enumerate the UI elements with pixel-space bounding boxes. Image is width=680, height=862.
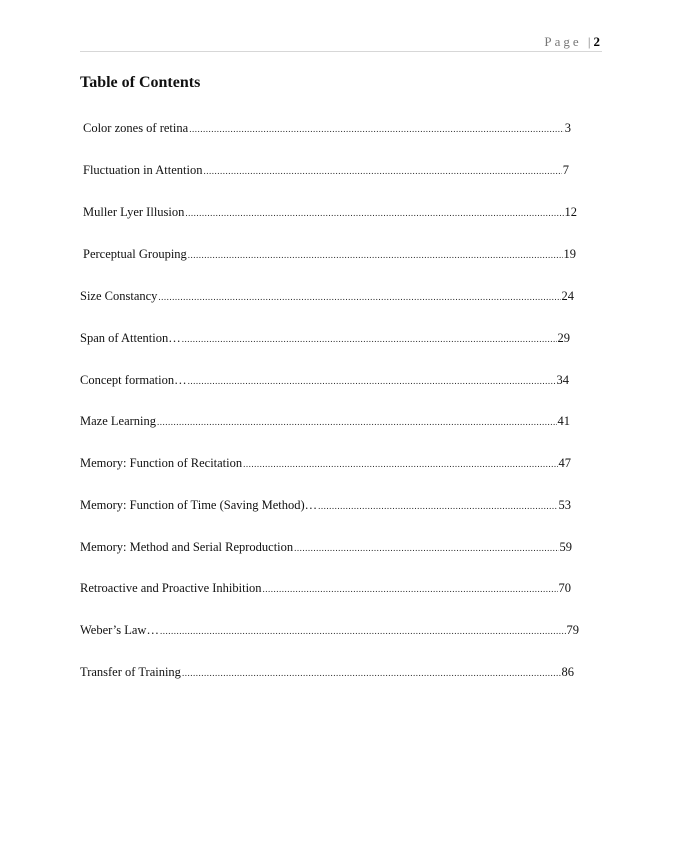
toc-entry-label: Perceptual Grouping [83, 247, 187, 261]
toc-leader-dots [157, 417, 556, 427]
toc-entry[interactable] [80, 498, 571, 514]
toc-leader-dots [263, 584, 558, 594]
toc-leader-dots [182, 668, 561, 678]
toc-entry-page: 79 [566, 623, 579, 637]
toc-entry-label: Maze Learning [80, 414, 157, 428]
toc-entry-label: Memory: Function of Time (Saving Method)… [80, 498, 318, 512]
toc-entry[interactable] [80, 623, 579, 639]
toc-entry-label: Muller Lyer Illusion [83, 205, 185, 219]
toc-leader-dots [203, 166, 561, 176]
toc-entry[interactable] [80, 414, 570, 430]
toc-leader-dots [189, 124, 564, 134]
toc-entry-label: Fluctuation in Attention [83, 163, 203, 177]
toc-leader-dots [188, 376, 556, 386]
toc-entry[interactable] [83, 163, 569, 179]
toc-leader-dots [158, 292, 560, 302]
toc-title: Table of Contents [80, 74, 201, 91]
toc-entry-page: 53 [558, 498, 571, 512]
toc-entry[interactable] [80, 581, 571, 597]
toc-entry-page: 47 [558, 456, 571, 470]
toc-entry-label: Concept formation… [80, 373, 187, 387]
toc-entry-label: Transfer of Training [80, 665, 181, 679]
toc-entry-page: 12 [564, 205, 577, 219]
toc-entry-page: 41 [557, 414, 570, 428]
toc-entry-page: 34 [556, 373, 569, 387]
toc-leader-dots [294, 543, 558, 553]
toc-entry-label: Color zones of retina [83, 121, 189, 135]
toc-entry[interactable] [80, 456, 571, 472]
toc-entry-label: Span of Attention… [80, 331, 181, 345]
toc-entry-label: Memory: Method and Serial Reproduction [80, 540, 294, 554]
toc-entry-label: Size Constancy [80, 289, 158, 303]
toc-leader-dots [185, 208, 563, 218]
toc-entry-page: 24 [561, 289, 574, 303]
toc-entry-page: 3 [564, 121, 571, 135]
toc-entry-page: 70 [558, 581, 571, 595]
toc-entry-label: Retroactive and Proactive Inhibition [80, 581, 262, 595]
toc-leader-dots [182, 334, 557, 344]
toc-entry[interactable] [83, 121, 571, 137]
page-label: Page | [544, 34, 594, 49]
toc-entry-page: 59 [559, 540, 572, 554]
toc-entry[interactable] [83, 247, 576, 263]
toc-entry[interactable] [80, 289, 574, 305]
toc-leader-dots [243, 459, 557, 469]
toc-leader-dots [318, 501, 557, 511]
toc-entry[interactable] [80, 331, 570, 347]
toc-entry-page: 86 [561, 665, 574, 679]
toc-entry-page: 19 [563, 247, 576, 261]
toc-entry[interactable] [83, 205, 577, 221]
toc-entry[interactable] [80, 540, 572, 556]
toc-entry-label: Memory: Function of Recitation [80, 456, 243, 470]
toc-leader-dots [188, 250, 563, 260]
toc-entry-label: Weber’s Law… [80, 623, 159, 637]
page-number: 2 [593, 34, 600, 49]
toc-entry-page: 29 [557, 331, 570, 345]
toc-entry[interactable] [80, 373, 569, 389]
toc-entry[interactable] [80, 665, 574, 681]
toc-leader-dots [160, 626, 566, 636]
toc-entry-page: 7 [562, 163, 569, 177]
